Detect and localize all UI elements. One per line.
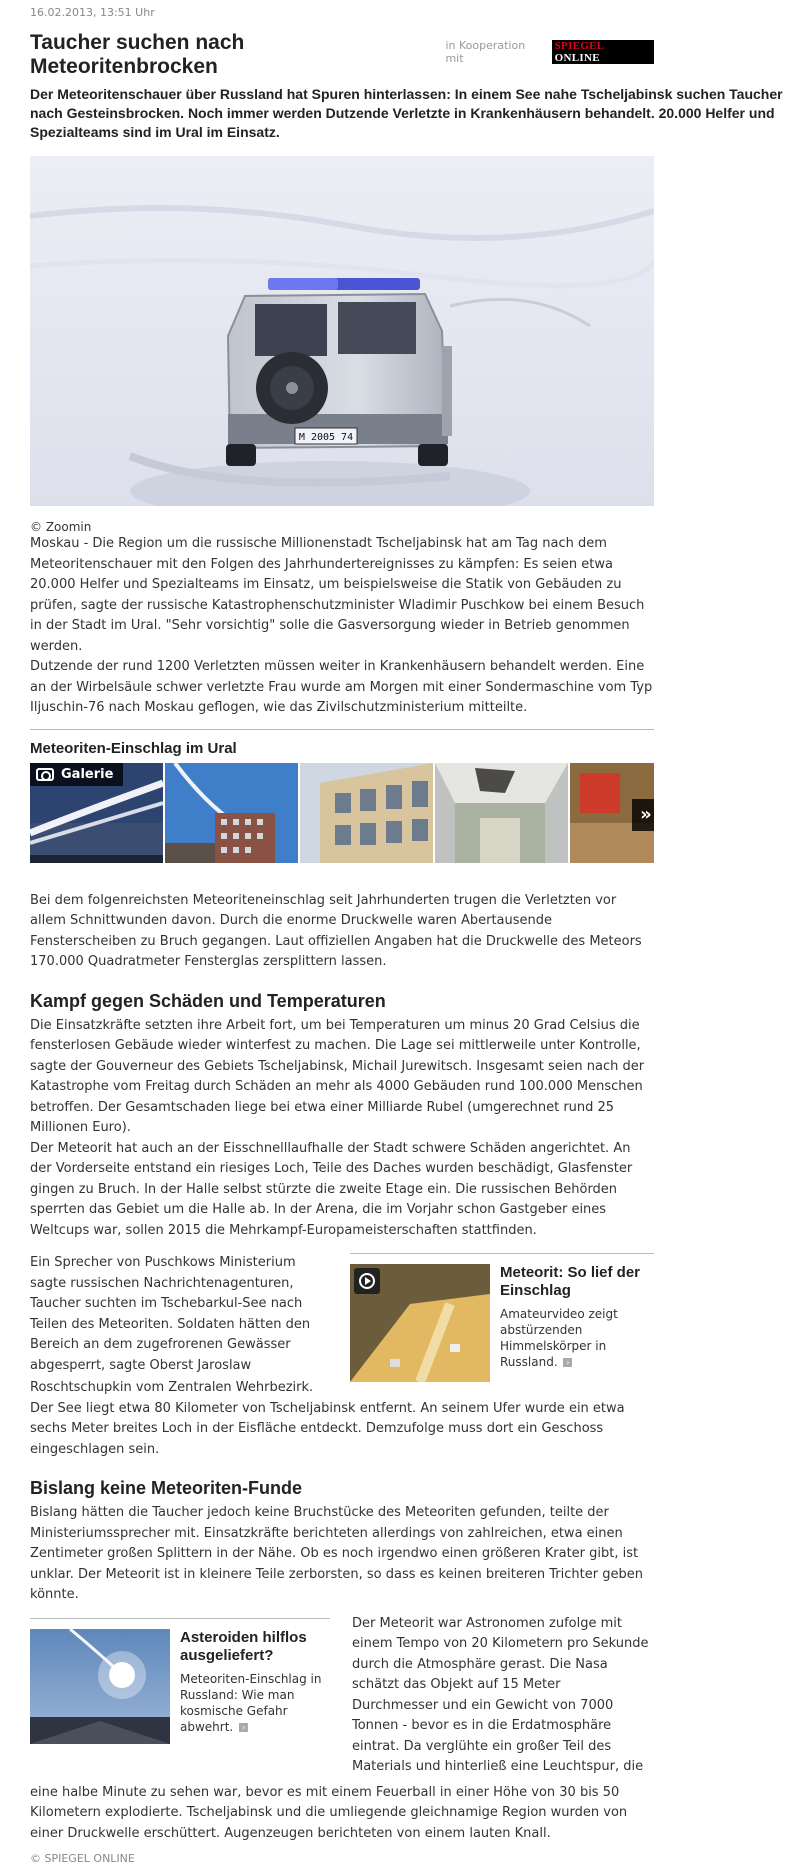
wrapped-line: Teilen des Meteoriten. Soldaten hätten den (30, 1316, 311, 1332)
wrapped-line: Materials und hinterließ eine Leuchtspur, die (352, 1759, 644, 1774)
play-icon[interactable] (354, 1268, 380, 1294)
spiegel-online-logo[interactable]: SPIEGEL ONLINE (552, 40, 654, 64)
wrapped-line: eintrat. Da verglühte ein großer Teil des (352, 1738, 612, 1754)
gallery-badge-label: Galerie (61, 766, 114, 782)
hero-image[interactable] (30, 156, 654, 506)
video-teaser-box[interactable] (350, 1253, 654, 1382)
gallery-thumb-1[interactable] (30, 763, 163, 863)
gallery-next-icon[interactable]: » (632, 799, 654, 831)
asteroid-teaser-text: Meteoriten-Einschlag in Russland: Wie man kosmische Gefahr abwehrt. › (180, 1671, 322, 1734)
wrapped-line: abgesperrt, sagte Oberst Jaroslaw (30, 1357, 252, 1373)
wrapped-line: Tonnen - bevor es in die Erdatmosphäre (352, 1718, 612, 1733)
section-heading-1: Kampf gegen Schäden und Temperaturen (30, 990, 386, 1011)
svg-text:M 2005 74: M 2005 74 (298, 432, 354, 443)
wrapped-line: einem Tempo von 20 Kilometern pro Sekunde (352, 1636, 649, 1651)
paragraph-3: Bei dem folgenreichsten Meteoriteneinschlag seit Jahrhunderten trugen die Verletzten vor allem Schnittwunden davon. Durch die enorme Druckwelle waren Abertausende Fensterscheiben zu Bruch gegangen. Laut offiziellen Angaben hat die Druckwelle des Meteors 170.000 Quadratmeter Fensterglas zersplittern lassen. (30, 892, 642, 969)
title-row (30, 31, 654, 79)
wrapped-line: durch die Atmosphäre gerast. Die Nasa (352, 1656, 608, 1672)
wrapped-line: Der Meteorit war Astronomen zufolge mit (352, 1615, 622, 1631)
box-divider (350, 1253, 654, 1254)
paragraph-1: Moskau - Die Region um die russische Millionenstadt Tscheljabinsk hat am Tag nach dem Meteoritenschauer mit den Folgen des Jahrhundertereignisses zu kämpfen: Es seien etwa 20.000 Helfer und Spezialteams im Einsatz, um beispielsweise die Statik von Gebäuden zu prüfen, sagte der russische Katastrophenschutzminister Wladimir Puschkow bei einem Besuch in der Stadt im Ural. "Sehr vorsichtig" solle die Gasversorgung wieder in Betrieb genommen werden. (30, 536, 645, 654)
wrapped-paragraph-block (30, 1253, 654, 1378)
arrow-right-icon[interactable]: › (239, 1723, 248, 1732)
video-teaser-text: Amateurvideo zeigt abstürzenden Himmelskörper in Russland. › (500, 1307, 618, 1369)
wrapped-paragraph-block-2 (30, 1615, 654, 1783)
gallery-thumb-2[interactable] (165, 763, 298, 863)
video-thumbnail[interactable] (350, 1264, 490, 1382)
wrapped-line: schätzt das Objekt auf 15 Meter (352, 1677, 561, 1692)
section2-paragraph-1: Bislang hätten die Taucher jedoch keine Bruchstücke des Meteoriten gefunden, teilte der Ministeriumssprecher mit. Einsatzkräfte berichteten allerdings von zahlreichen, etwa einen Zentimeter großen Splittern in der Nähe. Ob es noch irgendwo einen größeren Krater gibt, ist unklar. Der Meteorit ist in kleinere Teile zerborsten, so dass es keinen breiteren Trichter geben könnte. (30, 1505, 643, 1602)
gallery-thumb-5[interactable] (570, 763, 654, 863)
asteroid-thumbnail[interactable] (30, 1629, 170, 1744)
camera-icon (36, 768, 54, 781)
section1-paragraph-3-start (30, 1253, 311, 1376)
wrapped-line: Durchmesser und ein Gewicht von 7000 (352, 1697, 614, 1713)
wrapped-line: Taucher suchten im Tschebarkul-See nach (30, 1296, 303, 1311)
asteroid-teaser-title[interactable]: Asteroiden hilflos ausgeliefert? (180, 1628, 307, 1664)
arrow-right-icon[interactable]: › (563, 1358, 572, 1367)
gallery-badge[interactable] (30, 763, 123, 786)
section2-paragraph-2-start (352, 1614, 654, 1778)
gallery-thumb-4[interactable] (435, 763, 568, 863)
cooperation-note: in Kooperation mit (445, 39, 526, 65)
asteroid-teaser-box[interactable] (30, 1618, 330, 1744)
wrapped-line: Bereich an dem zugefrorenen Gewässer (30, 1337, 291, 1352)
section1-paragraph-1: Die Einsatzkräfte setzten ihre Arbeit fort, um bei Temperaturen um minus 20 Grad Celsius die fensterlosen Gebäude wieder winterfest zu machen. Die Lage sei mittlerweile unter Kontrolle, sagte der Gouverneur des Gebiets Tscheljabinsk, Michail Jurewitsch. Insgesamt seien nach der Katastrophe vom Freitag durch Schäden an mehr als 4000 Gebäuden rund 100.000 Menschen betroffen. Der Gesamtschaden liege bei etwa einer Milliarde Rubel (umgerechnet rund 25 Millionen Euro). (30, 1017, 645, 1135)
wrapped-line: sagte russischen Nachrichtenagenturen, (30, 1275, 294, 1291)
video-teaser-title[interactable]: Meteorit: So lief der Einschlag (500, 1264, 641, 1299)
gallery-strip[interactable] (30, 763, 654, 863)
box-divider (30, 1618, 330, 1619)
section2-paragraph-2-rest: eine halbe Minute zu sehen war, bevor es mit einem Feuerball in einer Höhe von 30 bis 50 Kilometern explodierte. Tscheljabinsk und die umliegende gleichnamige Region wurden von einer Druckwelle erschüttert. Augenzeugen berichteten von einem lauten Knall. (30, 1784, 628, 1841)
police-car-on-snow-illustration (30, 156, 654, 506)
paragraph-2: Dutzende der rund 1200 Verletzten müssen weiter in Krankenhäusern behandelt werden. Eine an der Wirbelsäule schwer verletzte Frau wurde am Morgen mit einer Sondermaschine vom Typ Iljuschin-76 nach Moskau geflogen, wie das Zivilschutzministerium mitteilte. (30, 659, 653, 715)
hero-credit: © Zoomin (30, 520, 92, 534)
section-heading-2: Bislang keine Meteoriten-Funde (30, 1478, 303, 1498)
divider (30, 729, 654, 730)
footer-copyright: © SPIEGEL ONLINE (30, 1852, 135, 1865)
article-headline: Taucher suchen nach Meteoritenbrocken (30, 31, 245, 78)
wrapped-line: Roschtschupkin vom Zentralen Wehrbezirk. (30, 1380, 314, 1395)
section1-paragraph-3-rest: Der See liegt etwa 80 Kilometer von Tscheljabinsk entfernt. An seinem Ufer wurde ein etwa sechs Meter breites Loch in der Eisfläche entdeckt. Demzufolge muss dort ein Geschoss eingeschlagen sein. (30, 1400, 625, 1457)
gallery-thumb-3[interactable] (300, 763, 433, 863)
article (30, 0, 783, 1865)
wrapped-line: Ein Sprecher von Puschkows Ministerium (30, 1255, 296, 1270)
article-dateline: 16.02.2013, 13:51 Uhr (30, 6, 155, 19)
article-intro: Der Meteoritenschauer über Russland hat Spuren hinterlassen: In einem See nahe Tscheljabinsk suchen Taucher nach Gesteinsbrocken. Noch immer werden Dutzende Verletzte in Krankenhäusern behandelt. 20.000 Helfer und Spezialteams sind im Ural im Einsatz. (30, 86, 783, 140)
section1-paragraph-2: Der Meteorit hat auch an der Eisschnelllaufhalle der Stadt schwere Schäden angerichtet. An der Vorderseite entstand ein riesiges Loch, Teile des Daches wurden beschädigt, Glasfenster gingen zu Bruch. In der Halle selbst stürzte die zweite Etage ein. Die russischen Behörden sperrten das Gebiet um die Halle ab. In der Arena, die im Vorjahr schon Gastgeber eines Weltcups war, sollen 2015 die Mehrkampf-Europameisterschaften stattfinden. (30, 1140, 633, 1238)
gallery-title[interactable]: Meteoriten-Einschlag im Ural (30, 739, 237, 757)
